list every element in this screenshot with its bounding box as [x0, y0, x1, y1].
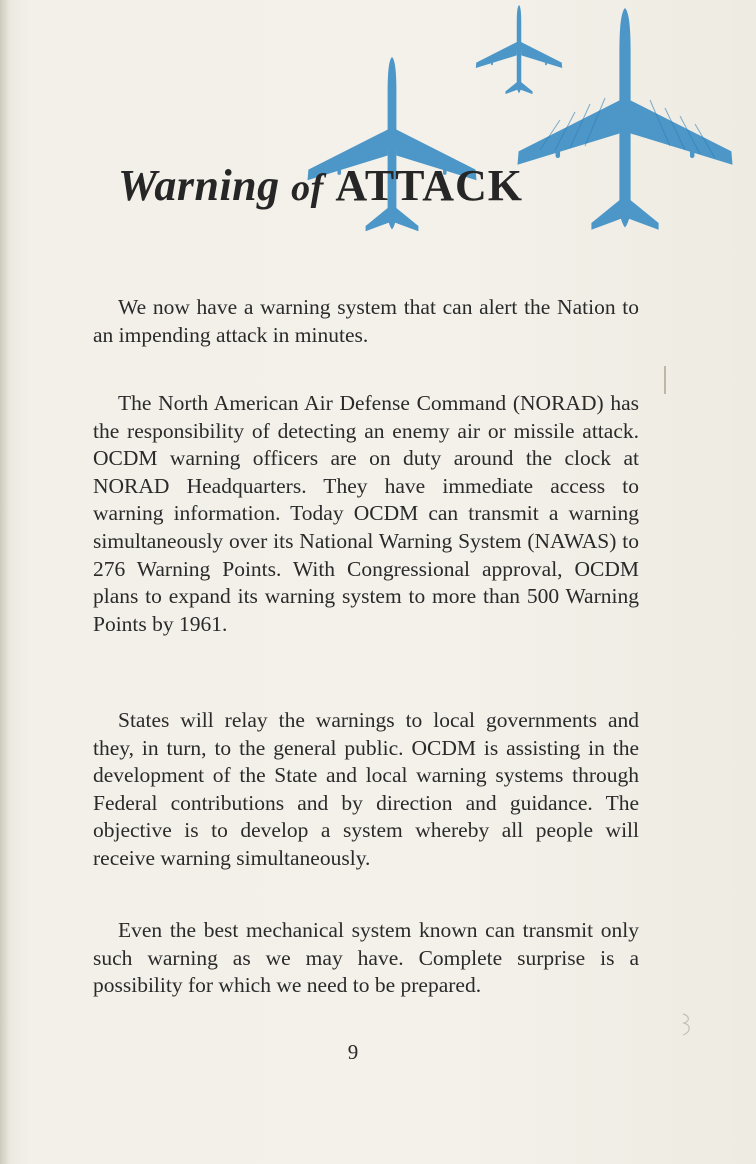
- page-number: 9: [347, 1040, 359, 1064]
- paragraph-surprise: Even the best mechanical system known can transmit only such warning as we may have. Complete surprise is a possibility for which we need to be prepared.: [93, 918, 639, 998]
- title-word-warning: Warning: [118, 161, 280, 210]
- pencil-squiggle: [680, 1012, 694, 1038]
- page-title: [118, 160, 523, 211]
- paragraph-warning-system: We now have a warning system that can alert the Nation to an impending attack in minutes.: [93, 295, 639, 347]
- paragraph-norad: The North American Air Defense Command (NORAD) has the responsibility of detecting an enemy air or missile attack. OCDM warning officers are on duty around the clock at NORAD Headquarters. They have immediate access to warning information. Today OCDM can transmit a warning simultaneously over its National Warning System (NAWAS) to 276 Warning Points. With Congressional approval, OCDM plans to expand its warning system to more than 500 Warning Points by 1961.: [93, 391, 639, 636]
- title-word-attack: ATTACK: [335, 161, 524, 210]
- paragraph-states-relay: States will relay the warnings to local governments and they, in turn, to the general public. OCDM is assisting in the development of the State and local warning systems through Federal contributions and by direction and guidance. The objective is to develop a system whereby all people will receive warning simultaneously.: [93, 708, 639, 870]
- title-word-of: of: [291, 167, 324, 209]
- pencil-mark: [664, 366, 666, 394]
- planes-illustration: [0, 0, 756, 260]
- bomber-plane-icon: [476, 5, 562, 94]
- bomber-plane-icon: [517, 8, 732, 230]
